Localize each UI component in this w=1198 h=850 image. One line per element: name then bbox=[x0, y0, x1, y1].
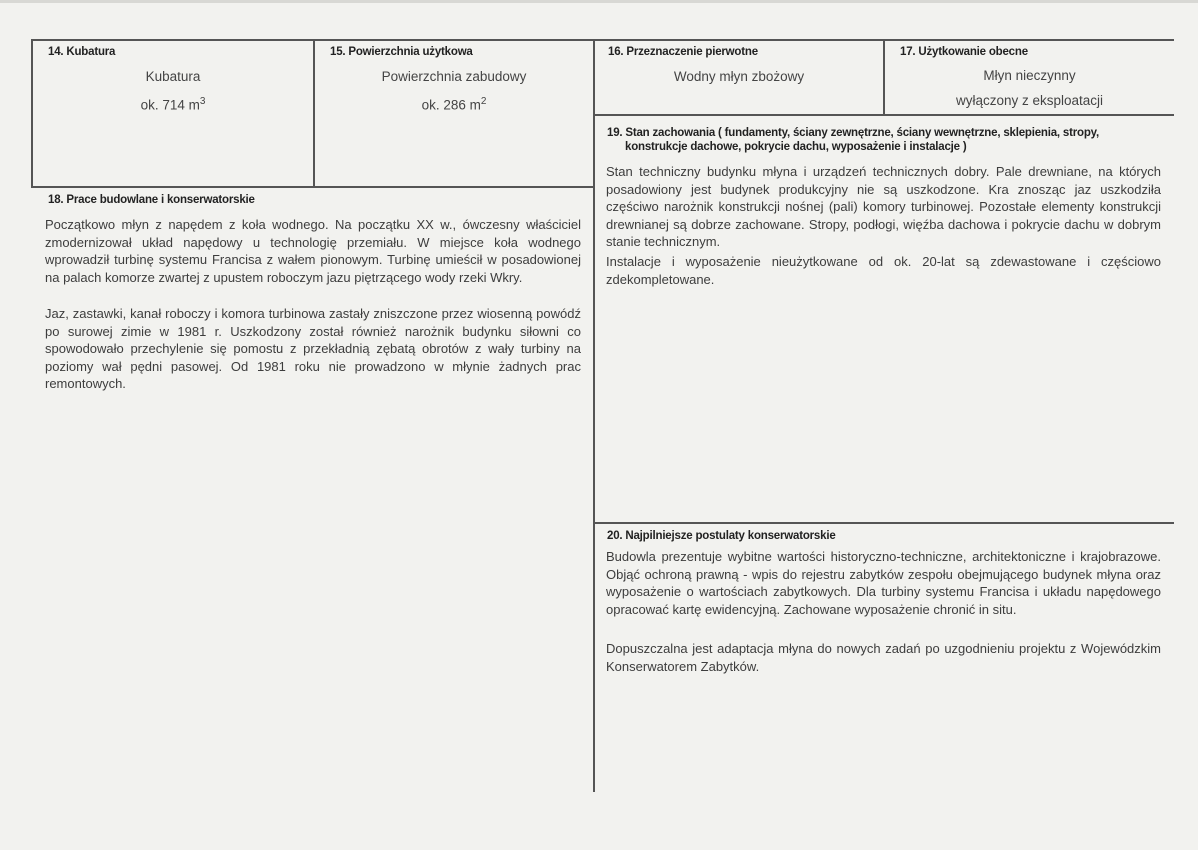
top-border bbox=[32, 39, 1174, 41]
center-divider bbox=[593, 39, 595, 792]
section-20-title: 20. Najpilniejsze postulaty konserwatorskie bbox=[607, 530, 836, 542]
current-use-line2: wyłączony z eksploatacji bbox=[955, 93, 1104, 108]
volume-label: Kubatura bbox=[145, 69, 201, 84]
section-15-content bbox=[315, 64, 593, 118]
divider-row-19-20 bbox=[593, 522, 1174, 524]
section-14-content bbox=[33, 64, 313, 118]
section-17-content bbox=[885, 63, 1174, 113]
section-18-paragraph-2: Jaz, zastawki, kanał roboczy i komora turbinowa zastały zniszczone przez wiosenną powódź po surowej zimie w 1981 r. Uszkodzony został również narożnik budynku siłowni co spowodowało przechylenie się pomostu z przekładnią zębatą obrotów z wały turbiny na poziomy wał pędni pasowej. Od 1981 roku nie prowadzono w młynie żadnych prac remontowych. bbox=[45, 306, 581, 391]
section-17-title: 17. Użytkowanie obecne bbox=[900, 46, 1028, 58]
area-value: ok. 286 $m^2$ bbox=[421, 96, 487, 113]
divider-row-14-18 bbox=[32, 186, 594, 188]
current-use-line1: Młyn nieczynny bbox=[983, 68, 1076, 83]
section-19-paragraph-2: Instalacje i wyposażenie nieużytkowane od ok. 20-lat są zdewastowane i częściowo zdekompletowane. bbox=[606, 254, 1161, 287]
section-19-title: 19. Stan zachowania ( fundamenty, ściany zewnętrzne, ściany wewnętrzne, sklepienia, stropy, konstrukcje dachowe, pokrycie dachu, wyposażenie i instalacje ) bbox=[607, 127, 1100, 153]
volume-value: ok. 714 $m^3$ bbox=[140, 96, 206, 113]
scan-edge bbox=[0, 0, 1198, 3]
section-16-title: 16. Przeznaczenie pierwotne bbox=[608, 46, 758, 58]
area-label: Powierzchnia zabudowy bbox=[381, 69, 527, 84]
section-20-paragraph-2: Dopuszczalna jest adaptacja młyna do nowych zadań po uzgodnieniu projektu z Wojewódzkim Konserwatorem Zabytków. bbox=[606, 641, 1161, 674]
divider-row-16-19 bbox=[593, 114, 1174, 116]
section-20-paragraph-1: Budowla prezentuje wybitne wartości historyczno-techniczne, architektoniczne i krajobrazowe. Objąć ochroną prawną - wpis do rejestru zabytków zespołu obejmującego budynek młyna oraz wyposażenie o wartościach zabytkowych. Dla turbiny systemu Francisa i układu napędowego opracować kartę ewidencyjną. Zachowane wyposażenie chronić in situ. bbox=[606, 549, 1161, 617]
section-18-title: 18. Prace budowlane i konserwatorskie bbox=[48, 194, 255, 206]
section-15-title: 15. Powierzchnia użytkowa bbox=[330, 46, 473, 58]
original-purpose-value: Wodny młyn zbożowy bbox=[673, 69, 805, 84]
section-19-paragraph-1: Stan techniczny budynku młyna i urządzeń technicznych dobry. Pale drewniane, na których posadowiony jest budynek produkcyjny nie są uszkodzone. Kra znosząc jaz uszkodziła częściwo narożnik konstrukcji nośnej (pali) komory turbinowej. Pozostałe elementy konstrukcji drewnianej są dobrze zachowane. Stropy, podłogi, więźba dachowa i pokrycie dachu w dobrym stanie technicznym. bbox=[606, 164, 1161, 249]
section-14-title: 14. Kubatura bbox=[48, 46, 116, 58]
section-18-paragraph-1: Początkowo młyn z napędem z koła wodnego. Na początku XX w., ówczesny właściciel zmodernizował układ napędowy u technologię przemiału. W miejsce koła wodnego wprowadził turbinę systemu Francisa z wałem pionowym. Turbinę umieścił w posadowionej na palach komorze zwartej z upustem roboczym jazu piętrzącego wody rzeki Wkry. bbox=[45, 217, 581, 285]
